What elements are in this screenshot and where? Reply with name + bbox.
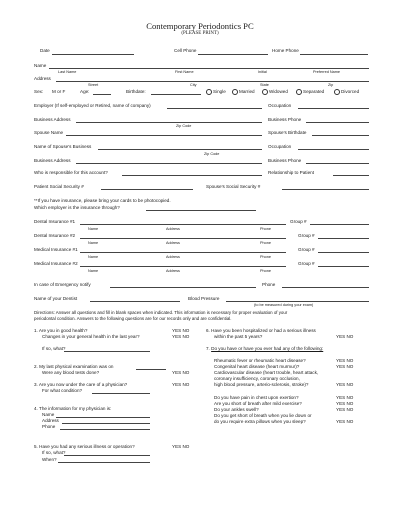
address-field[interactable] xyxy=(56,81,369,82)
q2: 2. My last physical examination was on xyxy=(34,364,114,369)
q5-when-field[interactable] xyxy=(58,462,150,463)
name-caption-2: Name xyxy=(88,241,99,245)
spouse-ssn-field[interactable] xyxy=(282,189,369,190)
name-label: Name xyxy=(34,63,47,68)
spouse-business-field[interactable] xyxy=(98,149,262,150)
dental-insurance-1-field[interactable] xyxy=(80,224,286,225)
first-name-caption: First Name xyxy=(175,70,194,74)
marital-single[interactable]: Single xyxy=(206,89,226,95)
insurance-employer-label: Which employer is the insurance through? xyxy=(34,205,120,210)
relationship-label: Relationship to Patient xyxy=(268,170,314,175)
q3: 3. Are you now under the care of a physician? xyxy=(34,382,128,387)
q4: 4. The information for my physician is: xyxy=(34,406,112,411)
last-name-caption: Last Name xyxy=(58,70,77,74)
q5-if-so: If so, what? xyxy=(42,450,66,455)
q5-if-so-field[interactable] xyxy=(64,455,150,456)
spouse-ssn-label: Spouse's Social Security # xyxy=(206,184,261,189)
q7-lie-down-1: Do you get short of breath when you lie down or xyxy=(214,413,312,418)
group-field-2[interactable] xyxy=(318,238,369,239)
zip-caption: Zip xyxy=(328,83,334,87)
state-caption: State xyxy=(260,83,269,87)
spouse-name-label: Spouse Name xyxy=(34,130,64,135)
phone-caption-4: Phone xyxy=(260,269,271,273)
q1-if-so: If so, what? xyxy=(42,346,66,351)
q7-short-breath-yes-no[interactable]: YES NO xyxy=(336,401,354,406)
q6: 6. Have you been hospitalized or had a serious illness xyxy=(206,328,316,333)
q2-date-field[interactable] xyxy=(136,369,166,370)
group-field-4[interactable] xyxy=(318,266,369,267)
spouse-business-label: Name of Spouse's Business xyxy=(34,144,92,149)
cell-phone-field[interactable] xyxy=(198,54,268,55)
phone-caption-1: Phone xyxy=(260,227,271,231)
business-address-field[interactable] xyxy=(76,122,262,123)
preferred-name-caption: Preferred Name xyxy=(313,70,341,74)
initial-caption: Initial xyxy=(258,70,267,74)
zip-code-caption-2: Zip Code xyxy=(204,152,220,156)
dental-insurance-2-label: Dental Insurance #2 xyxy=(34,233,76,238)
address-caption-2: Address xyxy=(166,241,180,245)
q5: 5. Have you had any serious illness or operation? xyxy=(34,444,135,449)
q7-chest-pain: Do you have pain in chest upon exertion? xyxy=(214,395,299,400)
name-caption-4: Name xyxy=(88,269,99,273)
phone-caption-3: Phone xyxy=(260,255,271,259)
spouse-occupation-field[interactable] xyxy=(298,149,369,150)
q7-rheumatic-yes-no[interactable]: YES NO xyxy=(336,358,354,363)
address-label: Address xyxy=(34,76,51,81)
patient-ssn-label: Patient Social Security # xyxy=(34,184,84,189)
age-field[interactable] xyxy=(93,94,111,95)
q6b: within the past 5 years? xyxy=(214,334,263,339)
dental-insurance-1-label: Dental Insurance #1 xyxy=(34,219,76,224)
marital-separated[interactable]: Separated xyxy=(296,89,324,95)
bp-note: (to be measured during your exam) xyxy=(254,303,314,307)
medical-insurance-2-label: Medical Insurance #2 xyxy=(34,261,78,266)
q4-name: Name xyxy=(42,412,55,417)
relationship-field[interactable] xyxy=(333,175,369,176)
employer-field[interactable] xyxy=(167,108,262,109)
q3-yes-no[interactable]: YES NO xyxy=(172,382,190,387)
emergency-field[interactable] xyxy=(110,287,256,288)
group-label-2: Group # xyxy=(298,233,315,238)
q7-lie-down-yes-no[interactable]: YES NO xyxy=(336,419,354,424)
q4-address: Address xyxy=(42,418,59,423)
radio-icon xyxy=(232,89,238,95)
emergency-phone-field[interactable] xyxy=(282,287,369,288)
radio-icon xyxy=(334,89,340,95)
q1-yes-no[interactable]: YES NO xyxy=(172,328,190,333)
responsible-label: Who is responsible for this account? xyxy=(34,170,108,175)
address-caption-1: Address xyxy=(166,227,180,231)
q7-congenital: Congenital heart disease (heart murmur)? xyxy=(214,364,300,369)
q7-congenital-yes-no[interactable]: YES NO xyxy=(336,364,354,369)
q7-rheumatic: Rheumatic fever or rheumatic heart disease? xyxy=(214,358,306,363)
phone-caption-2: Phone xyxy=(260,241,271,245)
business-address-label: Business Address xyxy=(34,117,71,122)
q7-lie-down-2: do you require extra pillows when you sleep? xyxy=(214,419,306,424)
directions-line-2: periodontal condition. Answers to the following questions are for our records only and are confidential. xyxy=(34,316,232,321)
spouse-name-field[interactable] xyxy=(66,135,262,136)
q4-address-field[interactable] xyxy=(62,423,150,424)
insurance-note: **If you have insurance, please bring your cards to be photocopied. xyxy=(34,198,171,203)
q7-cardio-1: Cardiovascular disease (heart trouble, heart attack, xyxy=(214,370,319,375)
sex-label: Sex: xyxy=(34,89,44,94)
city-caption: City xyxy=(190,83,197,87)
q7-cardio-yes-no[interactable]: YES NO xyxy=(336,382,354,387)
home-phone-field[interactable] xyxy=(300,54,368,55)
patient-ssn-field[interactable] xyxy=(101,189,193,190)
zip-code-caption: Zip Code xyxy=(176,124,192,128)
address-caption-4: Address xyxy=(166,269,180,273)
q2b-yes-no[interactable]: YES NO xyxy=(172,370,190,375)
date-label: Date xyxy=(40,48,50,53)
medical-insurance-2-field[interactable] xyxy=(80,266,286,267)
directions-line-1: Directions: Answer all questions and fill in blank spaces when indicated. This information is necessary for proper evaluation of your xyxy=(34,310,288,315)
group-field-3[interactable] xyxy=(318,252,369,253)
marital-divorced[interactable]: Divorced xyxy=(334,89,359,95)
spouse-business-address-label: Business Address xyxy=(34,158,71,163)
dentist-label: Name of your Dentist xyxy=(34,296,78,301)
spouse-occupation-label: Occupation xyxy=(268,144,292,149)
name-caption-1: Name xyxy=(88,227,99,231)
q7-ankles-yes-no[interactable]: YES NO xyxy=(336,407,354,412)
emergency-label: In case of Emergency notify xyxy=(34,282,91,287)
form-title: Contemporary Periodontics PC xyxy=(146,21,254,31)
street-caption: Street xyxy=(88,83,99,87)
age-label: Age: xyxy=(80,89,90,94)
spouse-birthdate-field[interactable] xyxy=(312,135,369,136)
q1b-yes-no[interactable]: YES NO xyxy=(172,334,190,339)
group-label-4: Group # xyxy=(298,261,315,266)
q1: 1. Are you in good health? xyxy=(34,328,88,333)
spouse-business-phone-label: Business Phone xyxy=(268,158,302,163)
spouse-business-phone-field[interactable] xyxy=(306,163,369,164)
group-label-1: Group # xyxy=(290,219,307,224)
birthdate-field[interactable] xyxy=(151,94,201,95)
medical-insurance-1-field[interactable] xyxy=(80,252,286,253)
home-phone-label: Home Phone xyxy=(272,48,299,53)
q3b-field[interactable] xyxy=(92,393,150,394)
q7-short-breath: Are you short of breath after mild exercise? xyxy=(214,401,302,406)
q1-if-so-field[interactable] xyxy=(64,351,150,352)
q4-name-field[interactable] xyxy=(56,417,150,418)
q1b: Changes in your general health in the last year? xyxy=(42,334,140,339)
group-field-1[interactable] xyxy=(310,224,369,225)
spouse-business-address-field[interactable] xyxy=(76,163,262,164)
q6-yes-no[interactable]: YES NO xyxy=(336,334,354,339)
q4-phone-field[interactable] xyxy=(60,429,150,430)
emergency-phone-label: Phone xyxy=(262,282,276,287)
blood-pressure-label: Blood Pressure xyxy=(188,296,220,301)
birthdate-label: Birthdate: xyxy=(126,89,146,94)
radio-icon xyxy=(262,89,268,95)
business-phone-label: Business Phone xyxy=(268,117,302,122)
dentist-field[interactable] xyxy=(90,301,180,302)
marital-married[interactable]: Married xyxy=(232,89,255,95)
name-caption-3: Name xyxy=(88,255,99,259)
date-field[interactable] xyxy=(52,54,134,55)
medical-insurance-1-label: Medical Insurance #1 xyxy=(34,247,78,252)
q7-chest-pain-yes-no[interactable]: YES NO xyxy=(336,395,354,400)
responsible-field[interactable] xyxy=(122,175,262,176)
employer-label: Employer (If self-employed or Retired, name of company) xyxy=(34,103,151,108)
q7-cardio-3: high blood pressure, arterio-sclerosis, stroke)? xyxy=(214,382,309,387)
marital-widowed[interactable]: Widowed xyxy=(262,89,288,95)
dental-insurance-2-field[interactable] xyxy=(80,238,286,239)
business-phone-field[interactable] xyxy=(306,122,369,123)
q5-when: When? xyxy=(42,457,57,462)
name-field[interactable] xyxy=(49,68,369,69)
group-label-3: Group # xyxy=(298,247,315,252)
q2b: Were any blood tests done? xyxy=(42,370,100,375)
sex-options[interactable]: M or F xyxy=(52,89,66,94)
occupation-label: Occupation xyxy=(268,103,292,108)
insurance-employer-field[interactable] xyxy=(146,210,256,211)
occupation-field[interactable] xyxy=(298,108,369,109)
address-caption-3: Address xyxy=(166,255,180,259)
radio-icon xyxy=(206,89,212,95)
blood-pressure-field[interactable] xyxy=(226,301,369,302)
spouse-birthdate-label: Spouse's Birthdate xyxy=(268,130,307,135)
q7-ankles: Do your ankles swell? xyxy=(214,407,259,412)
q7-cardio-2: coronary insufficiency, coronary occlusion, xyxy=(214,376,300,381)
q7: 7. Do you have or have you ever had any of the following: xyxy=(206,346,324,351)
radio-icon xyxy=(296,89,302,95)
q5-yes-no[interactable]: YES NO xyxy=(172,444,190,449)
form-subtitle: (PLEASE PRINT) xyxy=(181,31,219,36)
cell-phone-label: Cell Phone xyxy=(174,48,197,53)
q4-phone: Phone xyxy=(42,424,56,429)
q3b: For what condition? xyxy=(42,388,83,393)
